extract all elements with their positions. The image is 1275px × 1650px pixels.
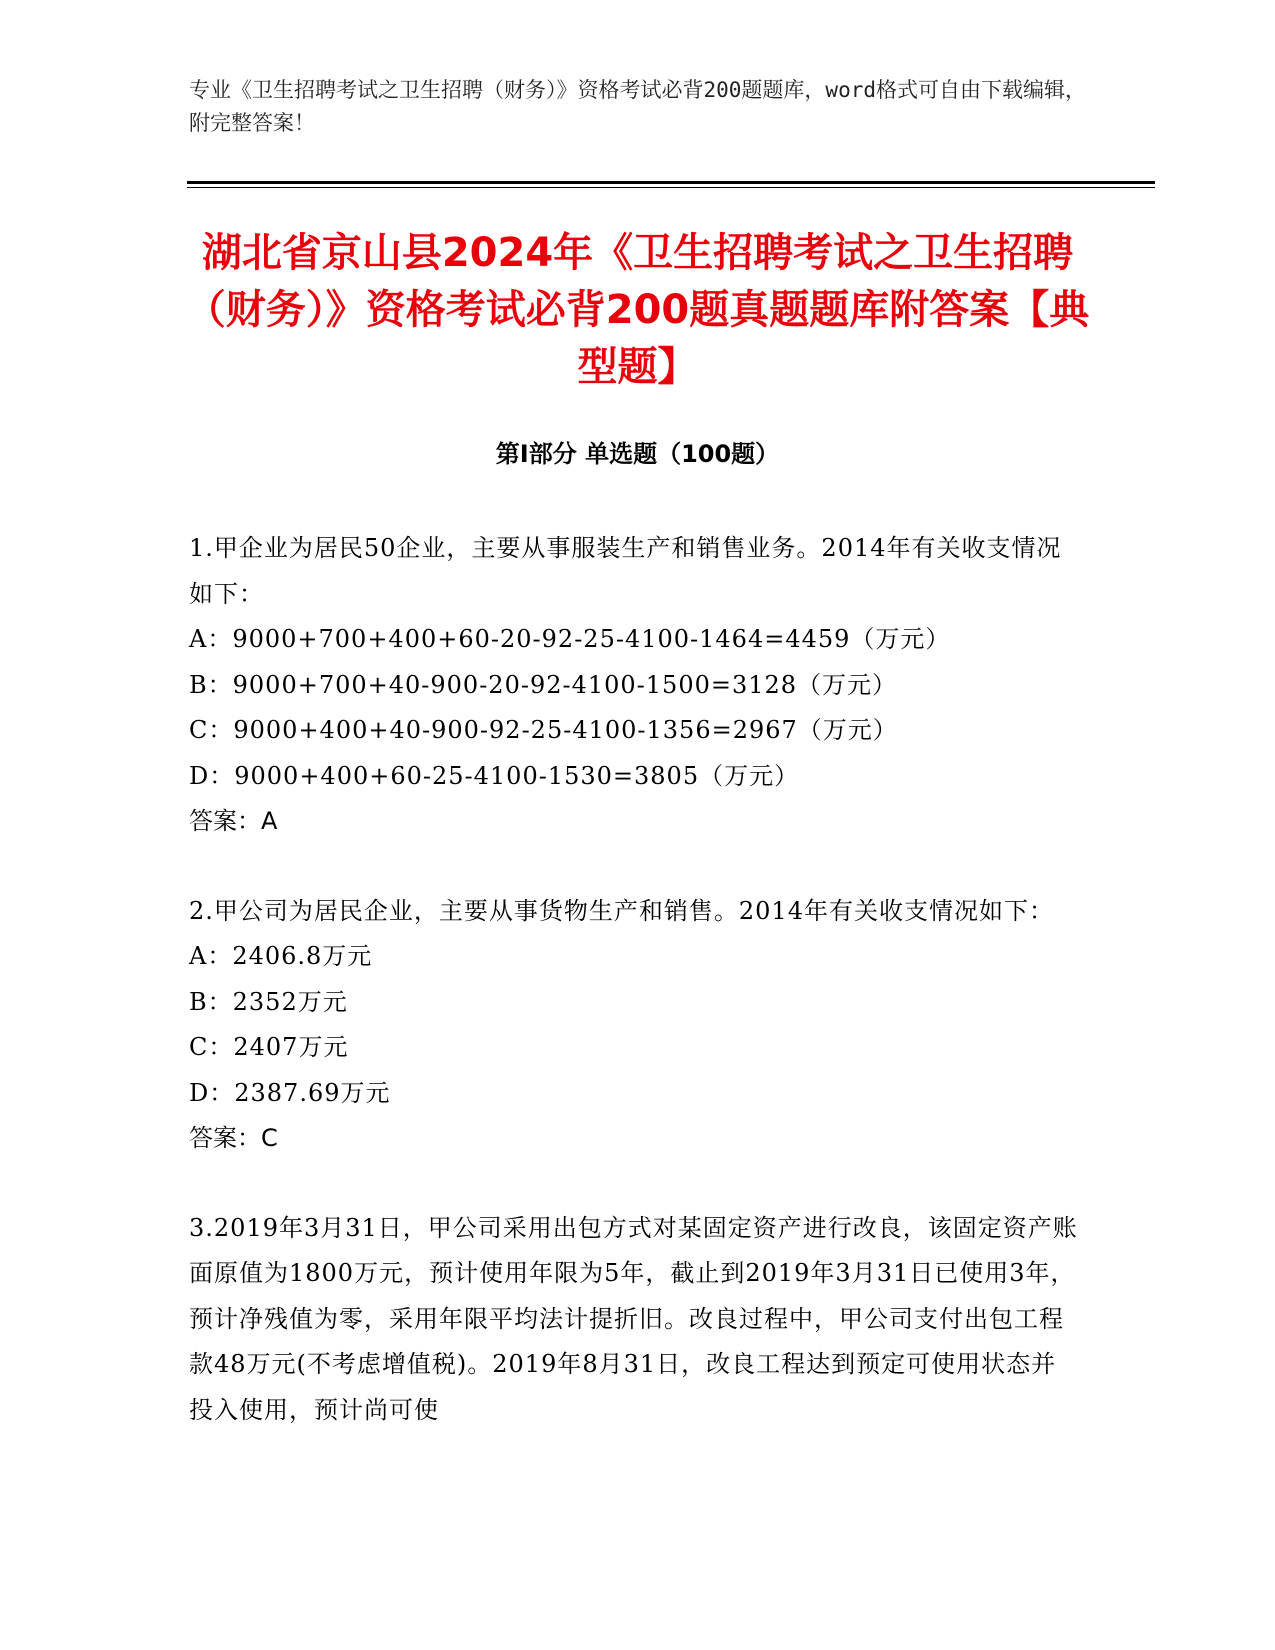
question-stem: 1.甲企业为居民50企业，主要从事服装生产和销售业务。2014年有关收支情况如下： (189, 534, 1062, 608)
question-list (189, 526, 1079, 1477)
document-title: 湖北省京山县2024年《卫生招聘考试之卫生招聘（财务）》资格考试必背200题真题题库附答案【典型题】 (185, 230, 1090, 390)
option-c: C：2407万元 (189, 1033, 349, 1061)
question-1 (189, 526, 1079, 845)
option-d: D：9000+400+60-25-4100-1530=3805（万元） (189, 761, 800, 790)
question-stem: 2.甲公司为居民企业，主要从事货物生产和销售。2014年有关收支情况如下： (189, 896, 1054, 925)
option-b: B：9000+700+40-900-20-92-4100-1500=3128（万元） (189, 670, 898, 699)
question-3 (189, 1206, 1079, 1434)
option-d: D：2387.69万元 (189, 1078, 391, 1107)
header-divider-thick (187, 181, 1155, 184)
header-divider-thin (187, 187, 1155, 188)
section-heading: 第I部分 单选题（100题） (495, 440, 780, 468)
header-note: 专业《卫生招聘考试之卫生招聘（财务）》资格考试必背200题题库，word格式可自由下载编辑，附完整答案！ (189, 78, 1086, 135)
option-c: C：9000+400+40-900-92-25-4100-1356=2967（万元） (189, 716, 898, 744)
answer-line: 答案：C (189, 1124, 278, 1152)
option-a: A：9000+700+400+60-20-92-25-4100-1464=4459（万元） (189, 625, 951, 653)
option-a: A：2406.8万元 (189, 942, 373, 970)
option-b: B：2352万元 (189, 987, 348, 1016)
answer-line: 答案：A (189, 807, 278, 835)
question-2 (189, 889, 1079, 1162)
question-stem: 3.2019年3月31日，甲公司采用出包方式对某固定资产进行改良，该固定资产账面原值为1800万元，预计使用年限为5年，截止到2019年3月31日已使用3年，预计净残值为零，采用年限平均法计提折旧。改良过程中，甲公司支付出包工程款48万元(不考虑增值税)。2019年8月31日，改良工程达到预定可使用状态并投入使用，预计尚可使 (189, 1213, 1078, 1424)
